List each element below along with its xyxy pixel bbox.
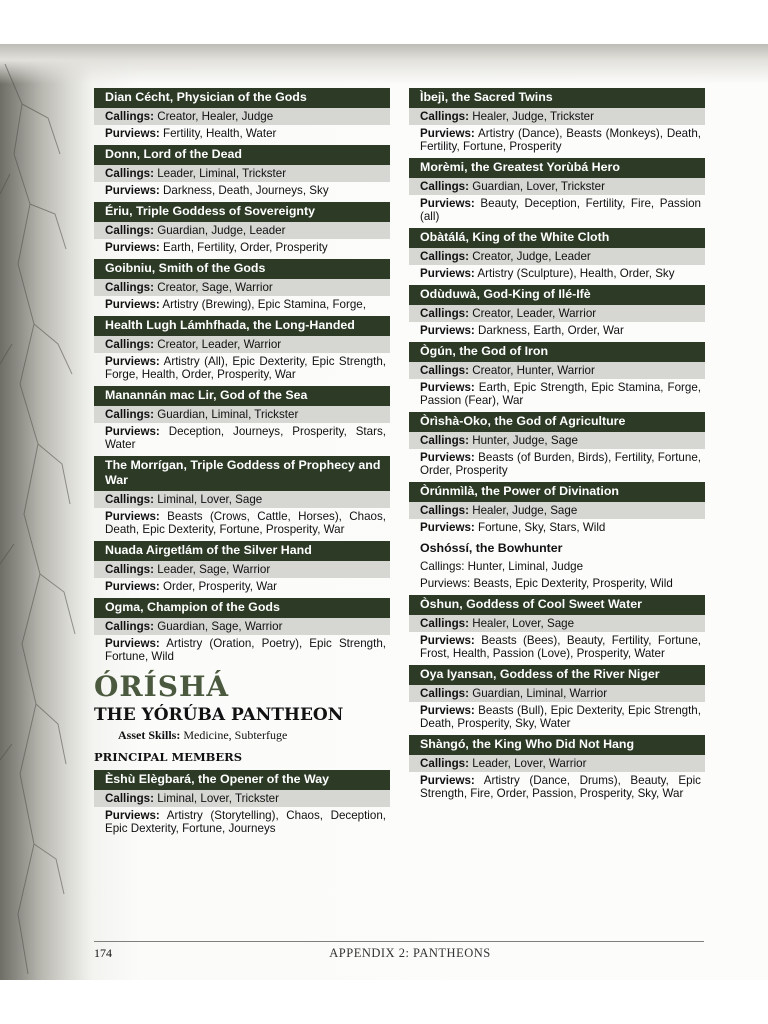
purviews-value: Artistry (Brewing), Epic Stamina, Forge, [162, 298, 366, 311]
purviews-value: Beasts (Bull), Epic Dexterity, Epic Strength, Death, Prosperity, Sky, Water [420, 704, 701, 730]
purviews-value: Artistry (Storytelling), Chaos, Deception, Epic Dexterity, Fortune, Journeys [105, 809, 386, 835]
purviews-label: Purviews: [420, 451, 475, 464]
callings-label: Callings: [420, 250, 469, 263]
entry-moremi [409, 158, 705, 225]
principal-members-heading: PRINCIPAL MEMBERS [94, 750, 243, 764]
entry-title: Manannán mac Lir, God of the Sea [94, 386, 390, 406]
purviews-value: Order, Prosperity, War [163, 580, 278, 593]
purviews-row [94, 635, 390, 665]
callings-label: Callings: [105, 792, 154, 805]
purviews-row [409, 265, 705, 282]
page-number: 174 [94, 946, 112, 960]
callings-value: Guardian, Liminal, Warrior [472, 687, 608, 700]
purviews-label: Purviews: [420, 381, 475, 394]
entry-title: Oshóssí, the Bowhunter [420, 541, 563, 555]
purviews-value: Earth, Epic Strength, Epic Stamina, Forge, Passion (Fear), War [420, 381, 701, 407]
callings-row [409, 755, 705, 772]
purviews-value: Darkness, Death, Journeys, Sky [163, 184, 329, 197]
callings-value: Leader, Lover, Warrior [472, 757, 587, 770]
callings-label: Callings: [420, 364, 469, 377]
callings-value: Liminal, Lover, Sage [157, 493, 263, 506]
purviews-value: Beasts (Bees), Beauty, Fertility, Fortune, Frost, Health, Passion (Love), Prosperity, Water [420, 634, 701, 660]
purviews-label: Purviews: [105, 425, 160, 438]
callings-row [409, 502, 705, 519]
callings-value: Healer, Judge, Sage [472, 504, 578, 517]
entry-donn [94, 145, 390, 199]
page-top-shading [0, 44, 768, 84]
callings-row [409, 362, 705, 379]
purviews-value: Beasts (Crows, Cattle, Horses), Chaos, Death, Epic Dexterity, Fortune, Prosperity, War [105, 510, 386, 536]
purviews-row [409, 125, 705, 155]
callings-row [409, 108, 705, 125]
purviews-row [94, 353, 390, 383]
purviews-label: Purviews: [105, 510, 160, 523]
callings-label: Callings: [105, 281, 154, 294]
entry-eshu [94, 770, 390, 837]
callings-row [94, 165, 390, 182]
purviews-label: Purviews: [420, 774, 475, 787]
callings-value: Creator, Hunter, Warrior [472, 364, 595, 377]
purviews-value: Earth, Fertility, Order, Prosperity [163, 241, 328, 254]
entry-title: Donn, Lord of the Dead [94, 145, 390, 165]
callings-label: Callings: [105, 493, 154, 506]
purviews-label: Purviews: [105, 580, 160, 593]
callings-row [409, 432, 705, 449]
callings-value: Creator, Leader, Warrior [157, 338, 282, 351]
purviews-row [409, 322, 705, 339]
purviews-row [409, 519, 705, 536]
entry-title: Òshun, Goddess of Cool Sweet Water [409, 595, 705, 615]
callings-row [94, 108, 390, 125]
purviews-label: Purviews: [105, 809, 160, 822]
purviews-row [409, 449, 705, 479]
asset-skills-label: Asset Skills: [118, 728, 181, 742]
section-subtitle: THE YÓRÚBA PANTHEON [94, 705, 344, 725]
callings-label: Callings: [105, 338, 154, 351]
entry-oshun [409, 595, 705, 662]
entry-title: Ogma, Champion of the Gods [94, 598, 390, 618]
purviews-value: Artistry (Oration, Poetry), Epic Strength, Fortune, Wild [105, 637, 386, 663]
callings-value: Guardian, Judge, Leader [157, 224, 286, 237]
callings-label: Callings: [105, 110, 154, 123]
purviews-label: Purviews: [420, 634, 475, 647]
callings-row [94, 491, 390, 508]
callings-label: Callings: [105, 563, 154, 576]
entry-title: The Morrígan, Triple Goddess of Prophecy and War [94, 456, 390, 491]
callings-line: Callings: Hunter, Liminal, Judge [420, 560, 584, 573]
callings-value: Leader, Liminal, Trickster [157, 167, 287, 180]
callings-row [409, 305, 705, 322]
purviews-label: Purviews: [420, 127, 475, 140]
callings-row [409, 178, 705, 195]
entry-title: Health Lugh Lámhfhada, the Long-Handed [94, 316, 390, 336]
entry-oduduwa [409, 285, 705, 339]
entry-title: Èshù Elègbará, the Opener of the Way [94, 770, 390, 790]
callings-value: Creator, Judge, Leader [472, 250, 591, 263]
entry-title: Shàngó, the King Who Did Not Hang [409, 735, 705, 755]
entry-dian-cecht [94, 88, 390, 142]
purviews-label: Purviews: [420, 324, 475, 337]
entry-goibniu [94, 259, 390, 313]
purviews-row [94, 182, 390, 199]
callings-value: Creator, Sage, Warrior [157, 281, 273, 294]
entry-title: Morèmi, the Greatest Yorùbá Hero [409, 158, 705, 178]
callings-row [409, 685, 705, 702]
callings-label: Callings: [420, 757, 469, 770]
entry-title: Oya Iyansan, Goddess of the River Niger [409, 665, 705, 685]
purviews-value: Fertility, Health, Water [163, 127, 277, 140]
entry-obatala [409, 228, 705, 282]
purviews-value: Darkness, Earth, Order, War [478, 324, 624, 337]
callings-row [409, 615, 705, 632]
section-title: ÓRÍSHÁ [94, 670, 230, 703]
callings-row [94, 336, 390, 353]
callings-row [94, 561, 390, 578]
callings-row [409, 248, 705, 265]
running-head: APPENDIX 2: PANTHEONS [329, 946, 491, 960]
asset-skills [94, 727, 390, 743]
purviews-value: Artistry (Dance), Beasts (Monkeys), Death, Fertility, Fortune, Prosperity [420, 127, 701, 153]
callings-value: Healer, Lover, Sage [472, 617, 575, 630]
purviews-value: Fortune, Sky, Stars, Wild [478, 521, 606, 534]
entry-shango [409, 735, 705, 802]
purviews-label: Purviews: [105, 355, 160, 368]
entry-nuada [94, 541, 390, 595]
callings-label: Callings: [105, 408, 154, 421]
entry-title: Nuada Airgetlám of the Silver Hand [94, 541, 390, 561]
entry-title: Ériu, Triple Goddess of Sovereignty [94, 202, 390, 222]
purviews-row [94, 125, 390, 142]
purviews-row [94, 807, 390, 837]
left-column [94, 88, 390, 840]
purviews-value: Beauty, Deception, Fertility, Fire, Passion (all) [420, 197, 701, 223]
purviews-line: Purviews: Beasts, Epic Dexterity, Prosperity, Wild [420, 577, 673, 590]
callings-value: Guardian, Sage, Warrior [157, 620, 283, 633]
purviews-row [94, 296, 390, 313]
entry-oya [409, 665, 705, 732]
purviews-row [409, 632, 705, 662]
callings-label: Callings: [420, 180, 469, 193]
callings-row [94, 279, 390, 296]
purviews-row [94, 239, 390, 256]
entry-orunmila [409, 482, 705, 536]
callings-label: Callings: [420, 617, 469, 630]
entry-title: Obàtálá, King of the White Cloth [409, 228, 705, 248]
purviews-label: Purviews: [105, 241, 160, 254]
entry-lugh [94, 316, 390, 383]
purviews-row [94, 423, 390, 453]
callings-label: Callings: [105, 620, 154, 633]
callings-value: Leader, Sage, Warrior [157, 563, 271, 576]
entry-orisha-oko [409, 412, 705, 479]
asset-skills-value: Medicine, Subterfuge [183, 728, 288, 742]
callings-value: Liminal, Lover, Trickster [157, 792, 279, 805]
purviews-value: Artistry (Dance, Drums), Beauty, Epic Strength, Fire, Order, Passion, Prosperity, Sky, War [420, 774, 701, 800]
callings-label: Callings: [420, 307, 469, 320]
entry-title: Ògún, the God of Iron [409, 342, 705, 362]
purviews-value: Artistry (All), Epic Dexterity, Epic Strength, Forge, Health, Order, Prosperity, War [105, 355, 386, 381]
callings-label: Callings: [420, 434, 469, 447]
callings-row [94, 222, 390, 239]
entry-ibeji [409, 88, 705, 155]
callings-value: Healer, Judge, Trickster [472, 110, 594, 123]
callings-value: Creator, Healer, Judge [157, 110, 274, 123]
callings-row [94, 406, 390, 423]
purviews-label: Purviews: [105, 637, 160, 650]
purviews-label: Purviews: [420, 197, 475, 210]
entry-title: Òrúnmìlà, the Power of Divination [409, 482, 705, 502]
purviews-label: Purviews: [420, 704, 475, 717]
callings-label: Callings: [420, 110, 469, 123]
entry-oshossi [409, 539, 705, 592]
entry-manannan [94, 386, 390, 453]
callings-label: Callings: [420, 687, 469, 700]
callings-label: Callings: [105, 224, 154, 237]
purviews-row [409, 772, 705, 802]
callings-value: Guardian, Liminal, Trickster [157, 408, 299, 421]
purviews-row [409, 379, 705, 409]
right-column [409, 88, 705, 805]
callings-row [94, 618, 390, 635]
entry-title: Odùduwà, God-King of Ilé-Ifè [409, 285, 705, 305]
purviews-row [409, 195, 705, 225]
entry-title: Goibniu, Smith of the Gods [94, 259, 390, 279]
entry-ogma [94, 598, 390, 665]
entry-title: Dian Cécht, Physician of the Gods [94, 88, 390, 108]
footer-rule [94, 941, 704, 942]
purviews-row [94, 508, 390, 538]
callings-label: Callings: [105, 167, 154, 180]
purviews-label: Purviews: [105, 127, 160, 140]
callings-value: Guardian, Lover, Trickster [472, 180, 605, 193]
purviews-label: Purviews: [105, 298, 160, 311]
purviews-label: Purviews: [420, 267, 475, 280]
purviews-row [409, 702, 705, 732]
purviews-value: Beasts (of Burden, Birds), Fertility, Fortune, Order, Prosperity [420, 451, 701, 477]
entry-ogun [409, 342, 705, 409]
purviews-label: Purviews: [105, 184, 160, 197]
purviews-label: Purviews: [420, 521, 475, 534]
callings-label: Callings: [420, 504, 469, 517]
callings-value: Hunter, Judge, Sage [472, 434, 578, 447]
entry-morrigan [94, 456, 390, 538]
entry-title: Ìbejì, the Sacred Twins [409, 88, 705, 108]
purviews-value: Artistry (Sculpture), Health, Order, Sky [477, 267, 675, 280]
purviews-value: Deception, Journeys, Prosperity, Stars, Water [105, 425, 386, 451]
purviews-row [94, 578, 390, 595]
callings-row [94, 790, 390, 807]
entry-eriu [94, 202, 390, 256]
entry-title: Òrìshà-Oko, the God of Agriculture [409, 412, 705, 432]
callings-value: Creator, Leader, Warrior [472, 307, 597, 320]
